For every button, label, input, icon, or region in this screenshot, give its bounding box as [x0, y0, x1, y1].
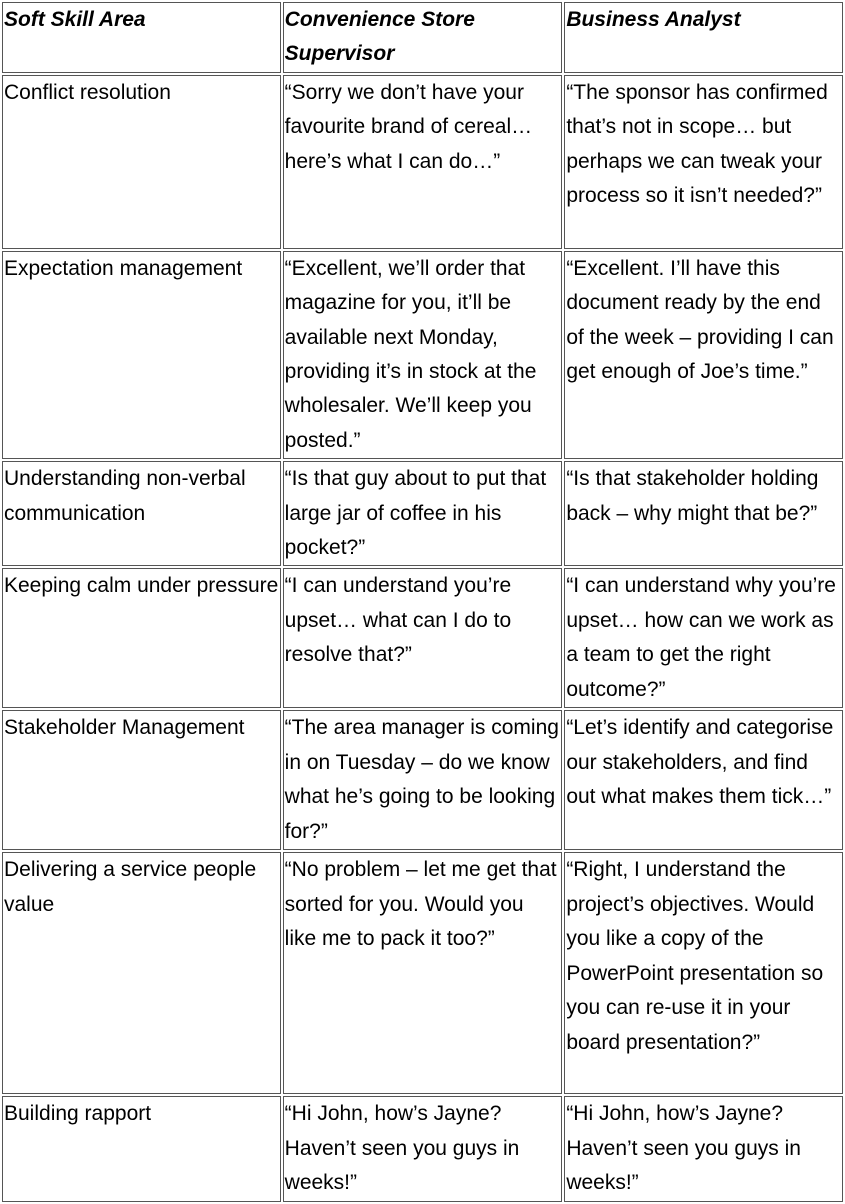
analyst-example-cell: “Excellent. I’ll have this document ready by the end of the week – providing I can get enough of Joe’s time.” — [564, 251, 843, 459]
table-row — [2, 461, 843, 566]
soft-skill-area-cell: Understanding non-verbal communication — [2, 461, 281, 566]
table-row — [2, 710, 843, 850]
soft-skill-area-cell: Keeping calm under pressure — [2, 568, 281, 708]
header-soft-skill-area: Soft Skill Area — [2, 2, 281, 73]
soft-skill-area-cell: Conflict resolution — [2, 75, 281, 249]
soft-skill-area-cell: Building rapport — [2, 1096, 281, 1201]
supervisor-example-cell: “I can understand you’re upset… what can I do to resolve that?” — [283, 568, 563, 708]
analyst-example-cell: “Let’s identify and categorise our stakeholders, and find out what makes them tick…” — [564, 710, 843, 850]
analyst-example-cell: “The sponsor has confirmed that’s not in scope… but perhaps we can tweak your process so it isn’t needed?” — [564, 75, 843, 249]
supervisor-example-cell: “Is that guy about to put that large jar of coffee in his pocket?” — [283, 461, 563, 566]
soft-skill-area-cell: Expectation management — [2, 251, 281, 459]
soft-skill-area-cell: Stakeholder Management — [2, 710, 281, 850]
table-row — [2, 568, 843, 708]
analyst-example-cell: “Hi John, how’s Jayne? Haven’t seen you guys in weeks!” — [564, 1096, 843, 1201]
table-row — [2, 75, 843, 249]
supervisor-example-cell: “No problem – let me get that sorted for you. Would you like me to pack it too?” — [283, 852, 563, 1094]
header-business-analyst: Business Analyst — [564, 2, 843, 73]
table-row — [2, 1096, 843, 1201]
table-row — [2, 251, 843, 459]
supervisor-example-cell: “Excellent, we’ll order that magazine for you, it’ll be available next Monday, providing it’s in stock at the wholesaler. We’ll keep you posted.” — [283, 251, 563, 459]
supervisor-example-cell: “Sorry we don’t have your favourite brand of cereal… here’s what I can do…” — [283, 75, 563, 249]
analyst-example-cell: “Right, I understand the project’s objectives. Would you like a copy of the PowerPoint presentation so you can re-use it in your board presentation?” — [564, 852, 843, 1094]
soft-skill-area-cell: Delivering a service people value — [2, 852, 281, 1094]
analyst-example-cell: “Is that stakeholder holding back – why might that be?” — [564, 461, 843, 566]
supervisor-example-cell: “Hi John, how’s Jayne? Haven’t seen you guys in weeks!” — [283, 1096, 563, 1201]
analyst-example-cell: “I can understand why you’re upset… how can we work as a team to get the right outcome?” — [564, 568, 843, 708]
supervisor-example-cell: “The area manager is coming in on Tuesday – do we know what he’s going to be looking for?” — [283, 710, 563, 850]
table-row — [2, 852, 843, 1094]
header-row — [2, 2, 843, 73]
header-convenience-store-supervisor: Convenience Store Supervisor — [283, 2, 563, 73]
